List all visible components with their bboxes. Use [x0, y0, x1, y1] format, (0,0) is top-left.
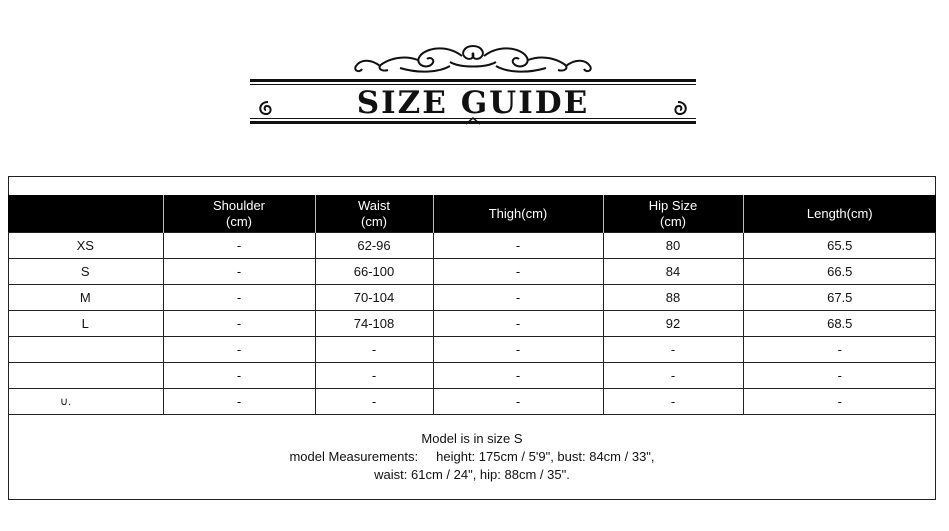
size-guide-header [250, 40, 696, 130]
table-cell: - [743, 389, 936, 415]
table-cell: - [433, 389, 603, 415]
size-label-cell: ∪. [8, 389, 163, 415]
table-cell: - [433, 233, 603, 259]
table-cell: - [603, 337, 743, 363]
model-measurements-text: model Measurements: height: 175cm / 5'9", bust: 84cm / 33", [289, 449, 655, 464]
table-cell: - [315, 363, 433, 389]
column-header: Shoulder (cm) [163, 195, 315, 233]
table-row [8, 363, 936, 389]
table-cell: 84 [603, 259, 743, 285]
table-cell: - [433, 285, 603, 311]
table-row [8, 389, 936, 415]
model-measurements-note [8, 430, 936, 484]
table-cell: - [433, 311, 603, 337]
table-cell: - [433, 337, 603, 363]
size-label-cell: S [8, 259, 163, 285]
table-cell: 80 [603, 233, 743, 259]
column-header: Thigh(cm) [433, 195, 603, 233]
table-cell: - [743, 337, 936, 363]
column-header: Length(cm) [743, 195, 936, 233]
table-cell: - [163, 311, 315, 337]
column-header [8, 195, 163, 233]
size-label-cell [8, 363, 163, 389]
table-row [8, 337, 936, 363]
table-row [8, 259, 936, 285]
table-cell: - [163, 285, 315, 311]
table-cell: 66.5 [743, 259, 936, 285]
table-cell: - [163, 233, 315, 259]
table-cell: - [743, 363, 936, 389]
model-size-text: Model is in size S [421, 431, 523, 446]
table-cell: - [433, 363, 603, 389]
table-row [8, 233, 936, 259]
table-cell: - [603, 389, 743, 415]
table-cell: 68.5 [743, 311, 936, 337]
table-cell: 70-104 [315, 285, 433, 311]
table-cell: 74-108 [315, 311, 433, 337]
table-cell: - [315, 337, 433, 363]
size-label-cell: L [8, 311, 163, 337]
table-cell: 88 [603, 285, 743, 311]
column-header: Hip Size (cm) [603, 195, 743, 233]
table-cell: 66-100 [315, 259, 433, 285]
table-cell: - [603, 363, 743, 389]
table-cell: 92 [603, 311, 743, 337]
table-cell: 67.5 [743, 285, 936, 311]
size-label-cell: M [8, 285, 163, 311]
table-cell: 62-96 [315, 233, 433, 259]
table-cell: - [433, 259, 603, 285]
table-cell: - [315, 389, 433, 415]
table-cell: - [163, 389, 315, 415]
table-row [8, 311, 936, 337]
column-header: Waist (cm) [315, 195, 433, 233]
table-cell: - [163, 363, 315, 389]
size-table [8, 195, 936, 415]
size-label-cell: XS [8, 233, 163, 259]
table-header-row [8, 195, 936, 233]
table-cell: - [163, 337, 315, 363]
model-measurements-text-2: waist: 61cm / 24", hip: 88cm / 35". [374, 467, 570, 482]
size-label-cell [8, 337, 163, 363]
table-cell: 65.5 [743, 233, 936, 259]
table-row [8, 285, 936, 311]
page-title: SIZE GUIDE [356, 85, 590, 121]
table-cell: - [163, 259, 315, 285]
